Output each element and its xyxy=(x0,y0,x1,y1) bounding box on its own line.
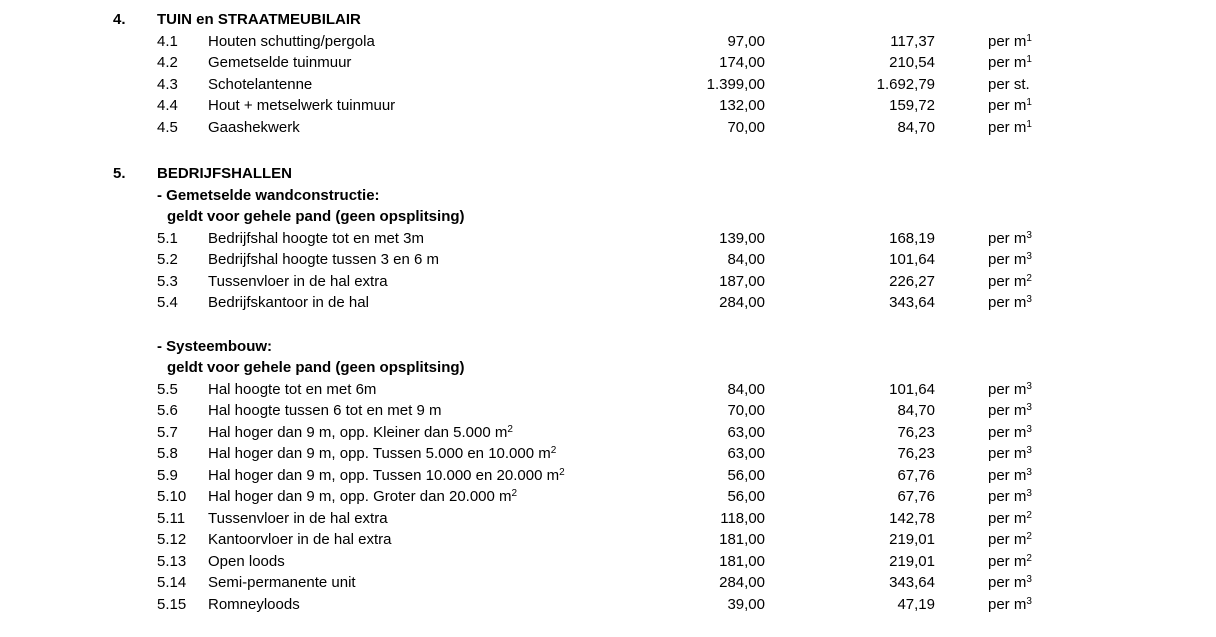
row-description-text: Bedrijfskantoor in de hal xyxy=(208,294,369,311)
row-amount-2: 47,19 xyxy=(897,595,935,613)
row-amount-2: 117,37 xyxy=(890,32,935,50)
row-spacer xyxy=(113,117,157,139)
row-description-superscript: 2 xyxy=(511,488,518,499)
table-row xyxy=(113,95,1216,117)
row-description-text: Hal hoger dan 9 m, opp. Tussen 5.000 en 10.000 m xyxy=(208,445,551,462)
row-amount-2: 76,23 xyxy=(897,445,935,462)
price-group xyxy=(113,185,1216,314)
row-id: 5.14 xyxy=(157,574,187,591)
row-description-text: Kantoorvloer in de hal extra xyxy=(208,531,392,548)
row-unit-text: per m xyxy=(988,118,1027,136)
row-id: 4.3 xyxy=(157,75,178,93)
table-row xyxy=(113,422,1216,444)
row-id: 5.7 xyxy=(157,423,178,441)
row-description-text: Gemetselde tuinmuur xyxy=(208,54,352,71)
row-unit-text: per m xyxy=(988,32,1027,50)
row-unit-superscript: 3 xyxy=(1026,488,1032,499)
group-subtitle: - Gemetselde wandconstructie: xyxy=(157,186,380,204)
row-amount-1: 70,00 xyxy=(727,118,765,136)
row-description-text: Hal hoger dan 9 m, opp. Tussen 10.000 en 20.000 m xyxy=(208,466,560,484)
row-description xyxy=(208,95,563,117)
row-description-superscript: 2 xyxy=(507,423,513,435)
row-spacer xyxy=(113,228,157,250)
row-unit xyxy=(935,52,1108,74)
row-spacer xyxy=(113,465,157,487)
row-amount-1: 181,00 xyxy=(719,552,765,570)
row-description-text: Tussenvloer in de hal extra xyxy=(208,509,388,527)
row-description-text: Hal hoger dan 9 m, opp. Kleiner dan 5.000 m xyxy=(208,423,508,441)
row-id: 5.8 xyxy=(157,445,178,462)
row-description xyxy=(208,443,563,465)
row-amount-1: 56,00 xyxy=(727,466,765,484)
row-spacer xyxy=(113,486,157,508)
row-amount-1: 39,00 xyxy=(727,595,765,613)
row-amount-1: 70,00 xyxy=(727,402,765,419)
row-id: 5.10 xyxy=(157,488,187,505)
row-description xyxy=(208,292,563,314)
row-description xyxy=(208,117,563,139)
row-spacer xyxy=(113,594,157,616)
row-amount-1: 187,00 xyxy=(719,272,765,290)
row-spacer xyxy=(113,551,157,573)
table-row xyxy=(113,551,1216,573)
group-rows xyxy=(113,31,1216,139)
row-unit-superscript: 3 xyxy=(1026,423,1032,435)
row-description xyxy=(208,529,563,551)
row-id: 4.1 xyxy=(157,32,178,50)
row-amount-2: 101,64 xyxy=(889,251,935,268)
row-description-text: Semi-permanente unit xyxy=(208,574,356,591)
row-unit-superscript: 2 xyxy=(1026,531,1032,542)
table-row xyxy=(113,529,1216,551)
row-description xyxy=(208,52,563,74)
row-spacer xyxy=(113,508,157,530)
row-unit xyxy=(935,572,1108,594)
row-description-text: Hal hoogte tot en met 6m xyxy=(208,380,377,398)
row-description-text: Gaashekwerk xyxy=(208,118,300,136)
row-unit-superscript: 3 xyxy=(1026,595,1032,607)
table-row xyxy=(113,117,1216,139)
row-id: 5.9 xyxy=(157,466,178,484)
row-unit xyxy=(935,400,1108,422)
row-spacer xyxy=(113,422,157,444)
row-unit-superscript: 2 xyxy=(1026,272,1032,284)
row-unit-text: per m xyxy=(988,488,1027,505)
row-amount-1: 118,00 xyxy=(720,509,765,527)
table-row xyxy=(113,443,1216,465)
row-description-text: Bedrijfshal hoogte tussen 3 en 6 m xyxy=(208,251,439,268)
table-row xyxy=(113,228,1216,250)
row-description xyxy=(208,400,563,422)
row-unit-text: per m xyxy=(988,531,1027,548)
section-title: BEDRIJFSHALLEN xyxy=(157,165,293,182)
row-unit xyxy=(935,422,1108,444)
row-unit xyxy=(935,465,1108,487)
row-unit-superscript: 1 xyxy=(1026,97,1032,108)
row-unit xyxy=(935,486,1108,508)
row-description xyxy=(208,271,563,293)
table-row xyxy=(113,249,1216,271)
row-amount-2: 159,72 xyxy=(889,97,935,114)
row-description-text: Hout + metselwerk tuinmuur xyxy=(208,97,396,114)
section-groups xyxy=(113,31,1216,139)
row-spacer xyxy=(113,443,157,465)
row-unit xyxy=(935,74,1108,96)
table-row xyxy=(113,292,1216,314)
row-id: 5.5 xyxy=(157,380,178,398)
row-unit xyxy=(935,117,1108,139)
row-unit xyxy=(935,249,1108,271)
row-description xyxy=(208,594,563,616)
row-unit-text: per m xyxy=(988,595,1027,613)
row-description xyxy=(208,551,563,573)
row-unit-text: per m xyxy=(988,272,1027,290)
section-number: 4. xyxy=(113,11,126,28)
row-unit-superscript: 1 xyxy=(1026,54,1032,65)
row-description-superscript: 2 xyxy=(559,466,565,478)
table-row xyxy=(113,508,1216,530)
row-unit xyxy=(935,594,1108,616)
row-amount-1: 56,00 xyxy=(727,488,765,505)
row-description xyxy=(208,228,563,250)
row-description-text: Houten schutting/pergola xyxy=(208,32,375,50)
table-row xyxy=(113,74,1216,96)
section-number: 5. xyxy=(113,165,126,182)
row-id: 5.11 xyxy=(157,509,186,527)
row-unit-text: per m xyxy=(988,423,1027,441)
row-amount-2: 67,76 xyxy=(897,466,935,484)
group-note: geldt voor gehele pand (geen opsplitsing) xyxy=(167,359,465,376)
table-row xyxy=(113,31,1216,53)
row-spacer xyxy=(113,529,157,551)
row-spacer xyxy=(113,74,157,96)
row-description-text: Romneyloods xyxy=(208,595,300,613)
row-unit-text: per st. xyxy=(988,75,1030,93)
row-unit-text: per m xyxy=(988,402,1027,419)
row-id: 5.3 xyxy=(157,272,178,290)
row-id: 4.2 xyxy=(157,54,178,71)
row-unit-superscript: 1 xyxy=(1026,32,1032,44)
row-amount-2: 219,01 xyxy=(889,552,935,570)
row-amount-2: 67,76 xyxy=(897,488,935,505)
row-description xyxy=(208,508,563,530)
row-unit-superscript: 3 xyxy=(1026,466,1032,478)
row-description-text: Hal hoger dan 9 m, opp. Groter dan 20.000 m xyxy=(208,488,512,505)
row-description xyxy=(208,74,563,96)
row-unit-text: per m xyxy=(988,97,1027,114)
group-subtitle: - Systeembouw: xyxy=(157,337,273,355)
row-amount-1: 284,00 xyxy=(719,294,765,311)
row-unit-text: per m xyxy=(988,229,1027,247)
row-unit-superscript: 3 xyxy=(1026,574,1032,585)
row-description xyxy=(208,486,563,508)
row-id: 5.2 xyxy=(157,251,178,268)
row-unit-text: per m xyxy=(988,574,1027,591)
row-amount-2: 168,19 xyxy=(889,229,935,247)
row-amount-2: 84,70 xyxy=(897,118,935,136)
table-row xyxy=(113,594,1216,616)
row-unit xyxy=(935,551,1108,573)
row-amount-2: 219,01 xyxy=(889,531,935,548)
row-unit xyxy=(935,292,1108,314)
row-amount-2: 1.692,79 xyxy=(876,75,935,93)
price-group xyxy=(113,31,1216,139)
row-unit xyxy=(935,379,1108,401)
row-description xyxy=(208,422,563,444)
table-row xyxy=(113,379,1216,401)
section-groups xyxy=(113,185,1216,616)
row-unit-superscript: 3 xyxy=(1026,402,1032,413)
row-unit-superscript: 3 xyxy=(1026,445,1032,456)
table-row xyxy=(113,486,1216,508)
row-amount-1: 181,00 xyxy=(719,531,765,548)
row-id: 5.1 xyxy=(157,229,178,247)
row-spacer xyxy=(113,31,157,53)
row-description-text: Hal hoogte tussen 6 tot en met 9 m xyxy=(208,402,442,419)
row-id: 4.5 xyxy=(157,118,178,136)
group-note: geldt voor gehele pand (geen opsplitsing) xyxy=(167,208,465,225)
row-unit xyxy=(935,508,1108,530)
row-amount-2: 210,54 xyxy=(889,54,935,71)
row-spacer xyxy=(113,572,157,594)
price-section xyxy=(113,163,1216,615)
row-unit-text: per m xyxy=(988,466,1027,484)
table-row xyxy=(113,572,1216,594)
row-unit xyxy=(935,228,1108,250)
row-unit xyxy=(935,443,1108,465)
sections-container xyxy=(113,9,1216,615)
row-spacer xyxy=(113,271,157,293)
row-unit-superscript: 3 xyxy=(1026,380,1032,392)
row-description xyxy=(208,572,563,594)
row-spacer xyxy=(113,292,157,314)
row-amount-1: 132,00 xyxy=(719,97,765,114)
row-description xyxy=(208,465,563,487)
section-title: TUIN en STRAATMEUBILAIR xyxy=(157,11,361,28)
row-unit-text: per m xyxy=(988,54,1027,71)
row-description xyxy=(208,31,563,53)
row-unit-superscript: 2 xyxy=(1026,509,1032,521)
row-spacer xyxy=(113,52,157,74)
row-unit-text: per m xyxy=(988,251,1027,268)
row-amount-1: 84,00 xyxy=(727,251,765,268)
row-amount-1: 174,00 xyxy=(719,54,765,71)
table-row xyxy=(113,465,1216,487)
row-unit-text: per m xyxy=(988,552,1027,570)
row-unit xyxy=(935,95,1108,117)
row-spacer xyxy=(113,95,157,117)
row-amount-2: 343,64 xyxy=(889,574,935,591)
row-amount-1: 63,00 xyxy=(727,423,765,441)
row-unit-superscript: 3 xyxy=(1026,251,1032,262)
row-id: 5.4 xyxy=(157,294,178,311)
row-amount-1: 84,00 xyxy=(727,380,765,398)
row-amount-1: 1.399,00 xyxy=(706,75,765,93)
row-id: 5.6 xyxy=(157,402,178,419)
row-id: 5.15 xyxy=(157,595,187,613)
row-amount-2: 226,27 xyxy=(889,272,935,290)
row-unit-text: per m xyxy=(988,445,1027,462)
row-id: 5.13 xyxy=(157,552,187,570)
row-description-text: Bedrijfshal hoogte tot en met 3m xyxy=(208,229,424,247)
row-unit xyxy=(935,271,1108,293)
row-amount-1: 139,00 xyxy=(719,229,765,247)
row-amount-1: 97,00 xyxy=(727,32,765,50)
table-row xyxy=(113,271,1216,293)
row-amount-2: 101,64 xyxy=(889,380,935,398)
price-section xyxy=(113,9,1216,138)
row-unit xyxy=(935,529,1108,551)
price-group xyxy=(113,336,1216,616)
row-description xyxy=(208,249,563,271)
row-description-superscript: 2 xyxy=(550,445,557,456)
section-header-row xyxy=(113,9,1216,31)
row-amount-2: 76,23 xyxy=(897,423,935,441)
row-unit-text: per m xyxy=(988,509,1027,527)
row-unit-text: per m xyxy=(988,294,1027,311)
group-rows xyxy=(113,228,1216,314)
row-description-text: Open loods xyxy=(208,552,285,570)
row-amount-1: 63,00 xyxy=(727,445,765,462)
row-unit xyxy=(935,31,1108,53)
row-amount-2: 343,64 xyxy=(889,294,935,311)
row-amount-2: 84,70 xyxy=(897,402,935,419)
row-id: 5.12 xyxy=(157,531,187,548)
row-unit-text: per m xyxy=(988,380,1027,398)
row-unit-superscript: 2 xyxy=(1026,552,1032,564)
row-unit-superscript: 1 xyxy=(1026,118,1032,130)
row-description xyxy=(208,379,563,401)
row-amount-1: 284,00 xyxy=(719,574,765,591)
section-header-row xyxy=(113,163,1216,185)
row-amount-2: 142,78 xyxy=(889,509,935,527)
row-spacer xyxy=(113,379,157,401)
table-row xyxy=(113,52,1216,74)
group-rows xyxy=(113,379,1216,616)
row-spacer xyxy=(113,249,157,271)
row-description-text: Schotelantenne xyxy=(208,75,313,93)
row-spacer xyxy=(113,400,157,422)
row-unit-superscript: 3 xyxy=(1026,229,1032,241)
row-description-text: Tussenvloer in de hal extra xyxy=(208,272,388,290)
table-row xyxy=(113,400,1216,422)
row-unit-superscript: 3 xyxy=(1026,294,1032,305)
row-id: 4.4 xyxy=(157,97,178,114)
